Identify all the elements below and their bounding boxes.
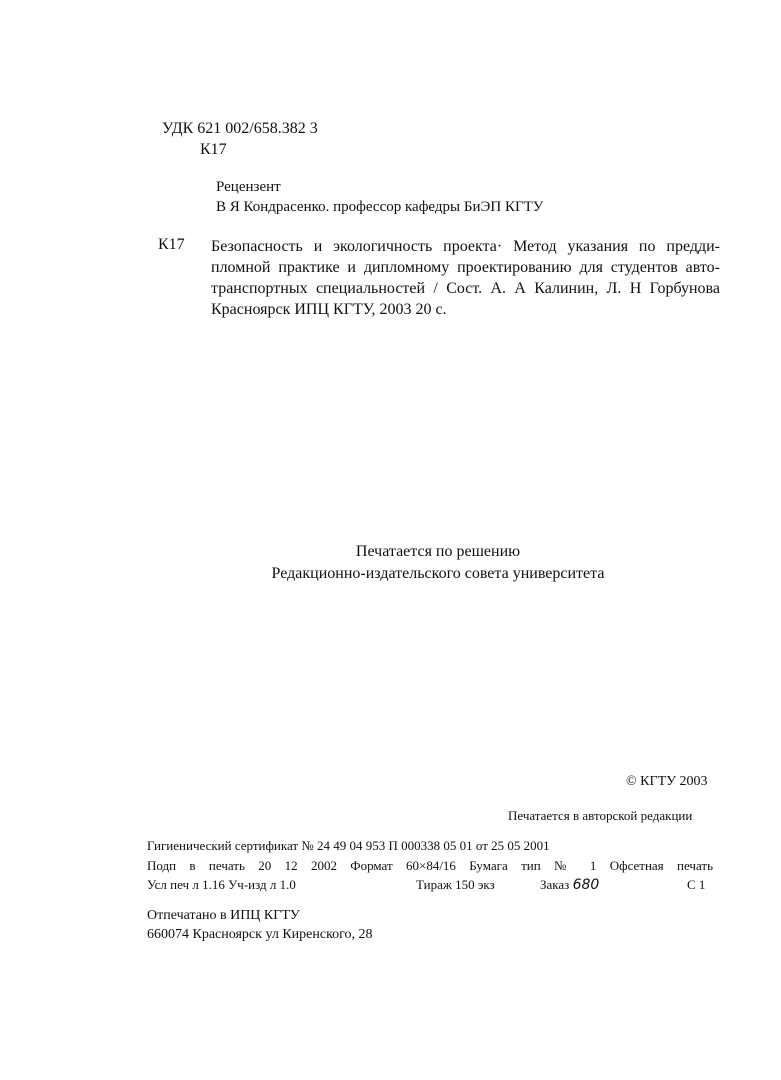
printer-address: 660074 Красноярск ул Киренского, 28 (147, 927, 373, 942)
biblio-line: транспортных специальностей / Сост. А. А Калинин, Л. Н Горбунова (211, 280, 720, 297)
biblio-line: Красноярск ИПЦ КГТУ, 2003 20 с. (211, 301, 447, 318)
biblio-line: пломной практике и дипломному проектированию для студентов авто- (211, 259, 720, 276)
order-label: Заказ (540, 877, 570, 892)
order-number: 680 (572, 877, 600, 893)
reviewer-label: Рецензент (216, 179, 281, 195)
hygiene-certificate: Гигиенический сертификат № 24 49 04 953 П 000338 05 01 от 25 05 2001 (147, 838, 550, 853)
imprint-line-2 (147, 858, 713, 874)
print-details: Подп в печать 20 12 2002 Формат 60×84/16 Бумага тип № 1 Офсетная печать (147, 858, 713, 873)
udc-index: К17 (200, 141, 227, 158)
biblio-index: К17 (158, 236, 185, 253)
print-run: Тираж 150 экз (416, 877, 495, 892)
sheet-count: С 1 (687, 877, 706, 892)
edition-note: Печатается в авторской редакции (508, 808, 693, 823)
printed-at: Отпечатано в ИПЦ КГТУ (147, 908, 300, 923)
biblio-description (211, 236, 720, 320)
printed-sheets: Усл печ л 1.16 Уч-изд л 1.0 (147, 877, 296, 892)
udc-code: УДК 621 002/658.382 3 (162, 120, 318, 137)
decision-line-1: Печатается по решению (355, 543, 521, 560)
reviewer-name: В Я Кондрасенко. профессор кафедры БиЭП КГТУ (216, 199, 544, 215)
order (540, 877, 599, 893)
decision-line-2: Редакционно-издательского совета университета (271, 565, 605, 582)
biblio-line: Безопасность и экологичность проекта· Метод указания по предди- (211, 238, 720, 255)
copyright: © КГТУ 2003 (626, 774, 708, 789)
